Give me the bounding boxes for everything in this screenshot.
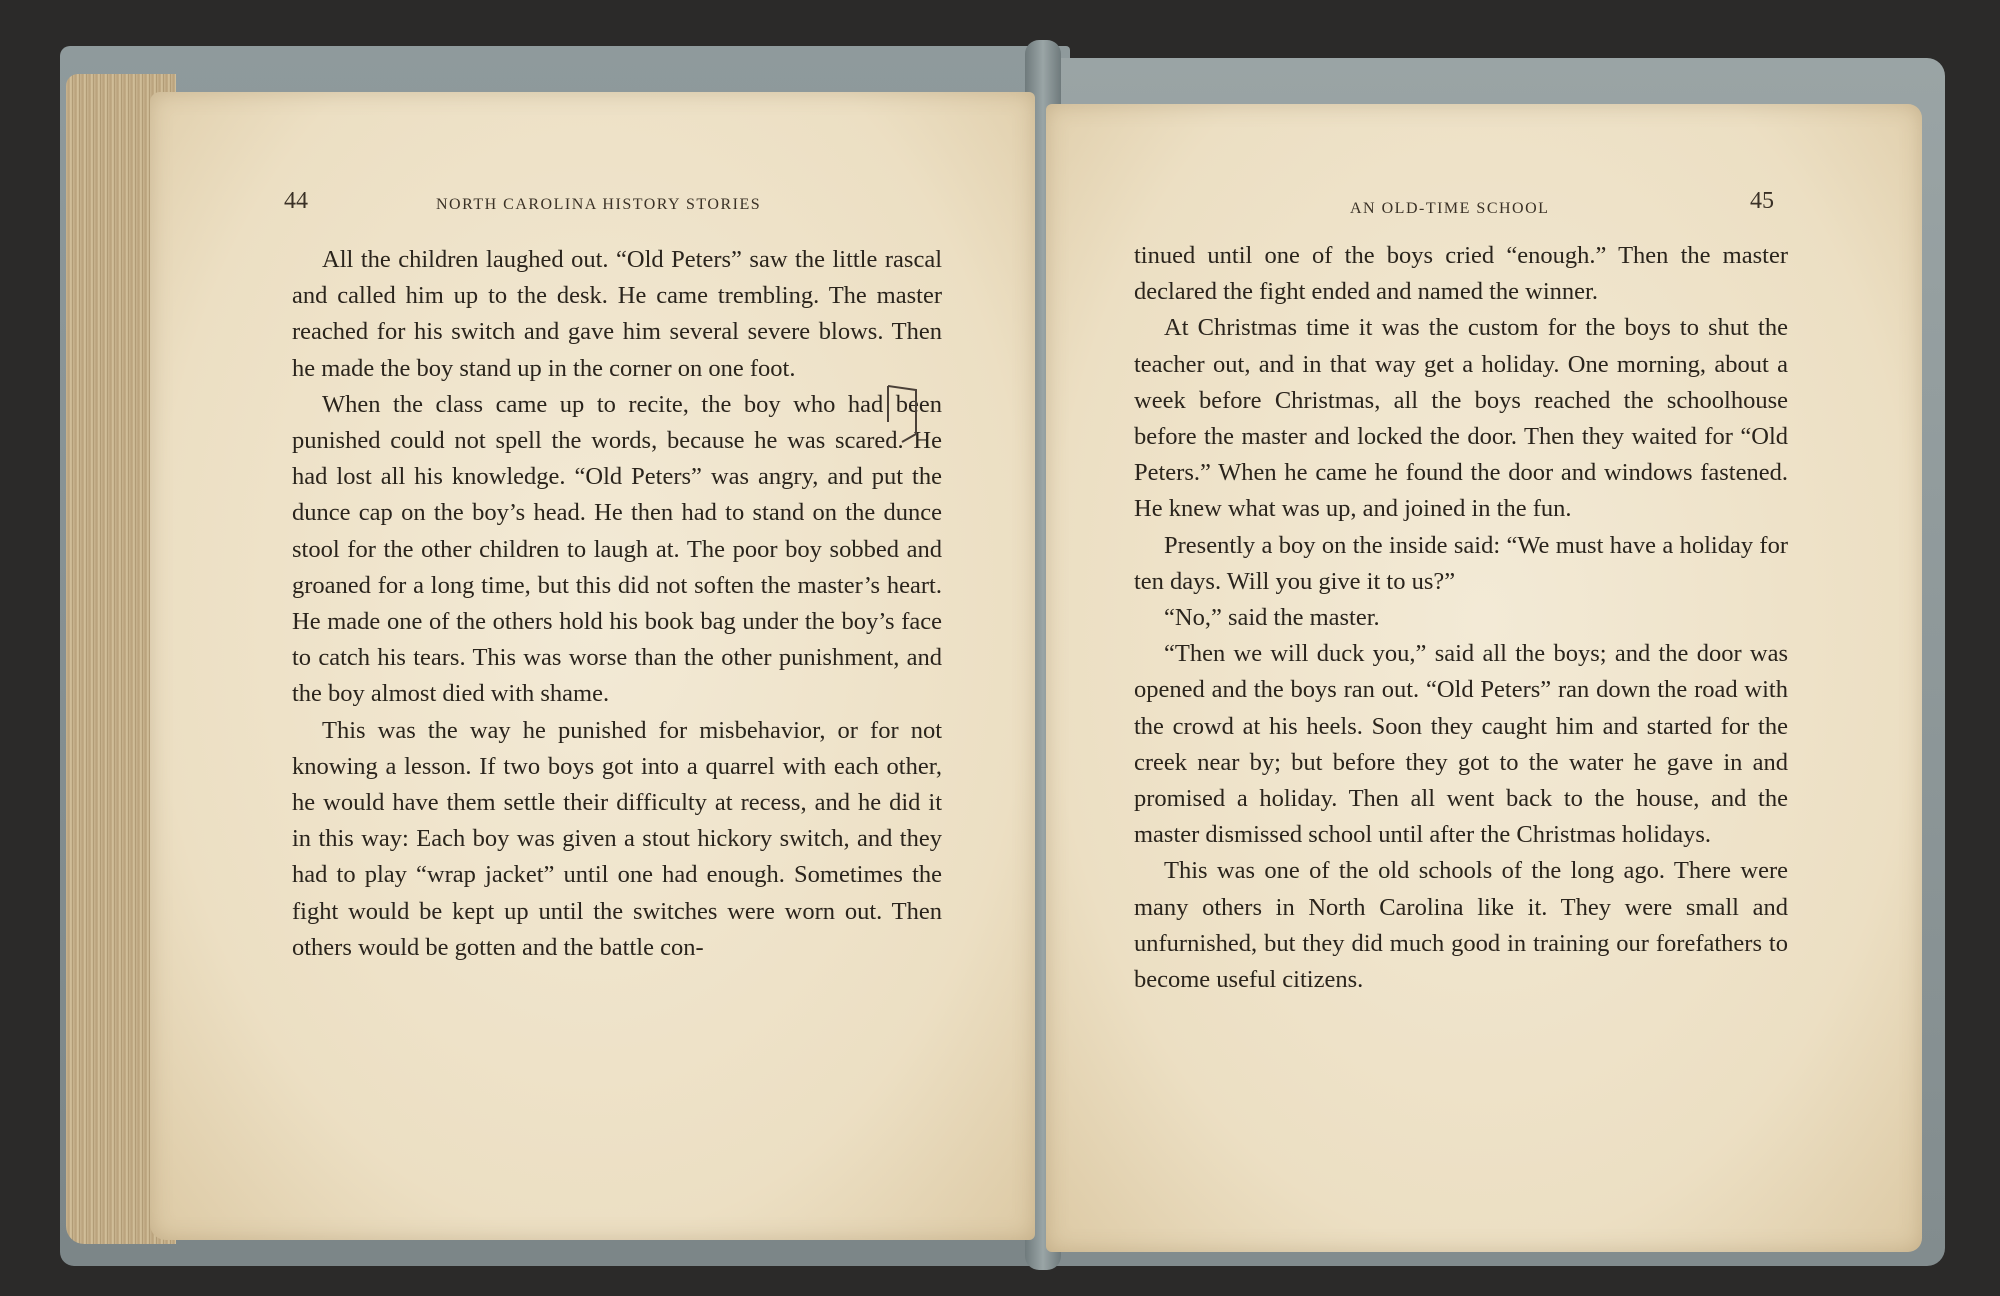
right-paragraph-1: tinued until one of the boys cried “enough.” Then the master declared the fight ended and named the winner.: [1134, 242, 1788, 306]
right-paragraph-5: “Then we will duck you,” said all the boys; and the door was opened and the boys ran out. “Old Peters” ran down the road with the crowd at his heels. Soon they caught him and started for the creek near by; but before they got to the water he gave in and promised a holiday. Then all went back to the house, and the master dismissed school until after the Christmas holidays.: [1134, 640, 1788, 849]
left-page-text: [292, 242, 942, 966]
pencil-bracket-mark: [882, 382, 922, 452]
left-running-head: NORTH CAROLINA HISTORY STORIES: [436, 196, 762, 213]
left-page: [150, 92, 1035, 1240]
right-running-head: AN OLD-TIME SCHOOL: [1350, 200, 1550, 217]
right-page: [1046, 104, 1922, 1252]
right-page-text: [1134, 238, 1788, 998]
right-paragraph-3: Presently a boy on the inside said: “We must have a holiday for ten days. Will you give it to us?”: [1134, 531, 1788, 595]
left-paragraph-3: This was the way he punished for misbehavior, or for not knowing a lesson. If two boys got into a quarrel with each other, he would have them settle their difficulty at recess, and he did it in this way: Each boy was given a stout hickory switch, and they had to play “wrap jacket” until one had enough. Sometimes the fight would be kept up until the switches were worn out. Then others would be gotten and the battle con-: [292, 716, 942, 961]
left-paragraph-2: When the class came up to recite, the boy who had been punished could not spell the words, because he was scared. He had lost all his knowledge. “Old Peters” was angry, and put the dunce cap on the boy’s head. He then had to stand on the dunce stool for the other children to laugh at. The poor boy sobbed and groaned for a long time, but this did not soften the master’s heart. He made one of the others hold his book bag under the boy’s face to catch his tears. This was worse than the other punishment, and the boy almost died with shame.: [292, 390, 942, 708]
right-paragraph-6: This was one of the old schools of the long ago. There were many others in North Carolina like it. They were small and unfurnished, but they did much good in training our forefathers to become useful citizens.: [1134, 857, 1788, 994]
right-paragraph-4: “No,” said the master.: [1164, 604, 1380, 632]
right-paragraph-2: At Christmas time it was the custom for the boys to shut the teacher out, and in that way get a holiday. One morning, about a week before Christmas, all the boys reached the schoolhouse before the master and locked the door. Then they waited for “Old Peters.” When he came he found the door and windows fastened. He knew what was up, and joined in the fun.: [1134, 314, 1788, 523]
left-paragraph-1: All the children laughed out. “Old Peters” saw the little rascal and called him up to the desk. He came trembling. The master reached for his switch and gave him several severe blows. Then he made the boy stand up in the corner on one foot.: [292, 246, 942, 382]
left-page-number: 44: [284, 188, 308, 214]
right-page-number: 45: [1750, 188, 1774, 214]
